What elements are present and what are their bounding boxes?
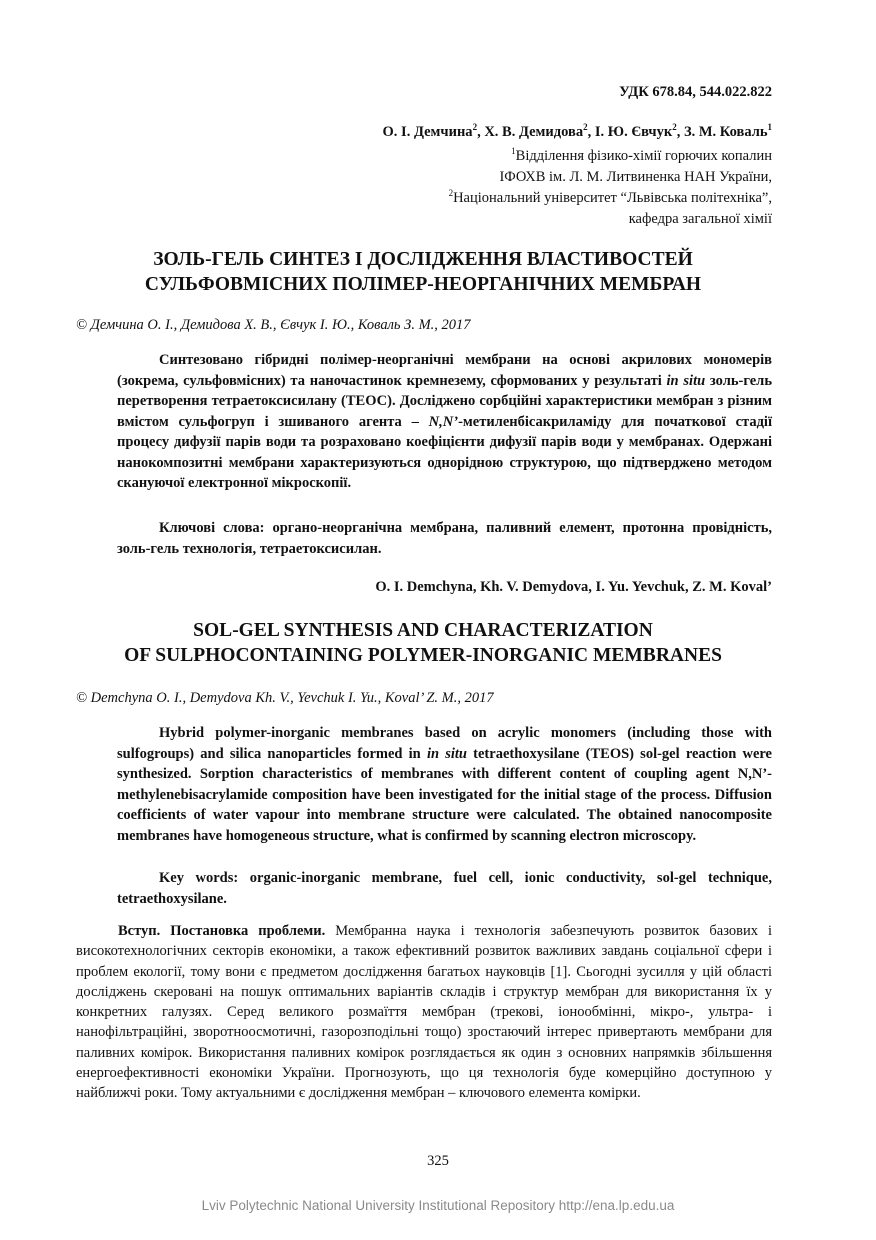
title-en-line-1: SOL-GEL SYNTHESIS AND CHARACTERIZATION (193, 620, 653, 641)
title-ua-line-2: СУЛЬФОВМІСНИХ ПОЛІМЕР-НЕОРГАНІЧНИХ МЕМБРАН (144, 274, 702, 295)
copyright-en: © Demchyna O. I., Demydova Kh. V., Yevchuk I. Yu., Koval’ Z. M., 2017 (76, 690, 494, 706)
affiliation-2-line-1: $^2$Національний університет “Львівська політехніка”, (448, 188, 772, 206)
udc-code: УДК 678.84, 544.022.822 (619, 84, 772, 100)
introduction-paragraph: Вступ. Постановка проблеми. Мембранна наука і технологія забезпечують розвиток базових і високотехнологічних секторів економіки, а також ефективний розвиток важливих завдань соціальної сфери і проблем екології, тому вони є предметом дослідження багатьох науковців [1]. Сьогодні зусилля у цій області досліджень скеровані на пошук оптимальних варіантів складів і структур мембран для використання їх у конкретних галузях. Серед великого розмаїття мембран (трекові, іонообмінні, мікро-, ультра- і нанофільтраційні, зворотноосмотичні, газорозподільні тощо) зростаючий інтерес привертають мембрани для паливних комірок. Використання паливних комірок розглядається як один з основних напрямків збільшення енергоефективності економіки України. Прогнозують, що ця технологія буде комерційно доступною у найближчі роки. Тому актуальними є дослідження мембран – ключового елемента комірки. (76, 923, 773, 1102)
intro-heading: Вступ. Постановка проблеми. (118, 923, 326, 939)
affiliation-mark: 1 (767, 122, 772, 133)
abstract-en: Hybrid polymer-inorganic membranes based on acrylic monomers (including those with sulfogroups) and silica nanoparticles formed in in situ tetraethoxysilane (TEOS) sol-gel reaction were synthesized. Sorption characteristics of membranes with different content of coupling agent N,N’-methylenebisacrylamide composition have been investigated for the initial stage of the process. Diffusion coefficients of water vapour into membrane structure were calculated. The obtained nanocomposite membranes have homogeneous structure, what is confirmed by scanning electron microscopy. (117, 725, 772, 844)
title-ua (80, 247, 766, 297)
affiliation-1-line-2: ІФОХВ ім. Л. М. Литвиненка НАН України, (499, 169, 772, 185)
title-en (80, 618, 766, 668)
authors-en: O. I. Demchyna, Kh. V. Demydova, I. Yu. Yevchuk, Z. M. Koval’ (375, 579, 772, 595)
affiliation-mark: 2 (672, 122, 677, 133)
page-number: 325 (427, 1153, 449, 1169)
authors-ua: О. І. Демчина$^2$, Х. В. Демидова$^2$, І. Ю. Євчук$^2$, З. М. Коваль$^1$ (382, 122, 772, 140)
abstract-ua: Синтезовано гібридні полімер-неорганічні мембрани на основі акрилових мономерів (зокрема, сульфовмісних) та наночастинок кремнезему, сформованих у результаті in situ золь-гель перетворення тетраетоксисилану (ТЕОС). Досліджено сорбційні характеристики мембран з різним вмістом сульфогруп і зшиваного агента – N,N’-метиленбісакриламіду для початкової стадії процесу дифузії парів води та розраховано коефіцієнти дифузії парів води у мембранах. Одержані нанокомпозитні мембрани характеризуються однорідною структурою, що підтверджено методом скануючої електронної мікроскопії. (117, 352, 772, 491)
author-name: І. Ю. Євчук (594, 124, 673, 140)
author-name: З. М. Коваль (683, 124, 768, 140)
keywords-label: Ключові слова: (159, 520, 265, 536)
affiliation-1-line-1: $^1$Відділення фізико-хімії горючих копалин (511, 146, 772, 164)
title-en-line-2: OF SULPHOCONTAINING POLYMER-INORGANIC MEMBRANES (124, 645, 722, 666)
keywords-label: Key words: (159, 870, 239, 886)
author-name: Х. В. Демидова (484, 124, 584, 140)
affiliation-mark: 2 (472, 122, 478, 133)
keywords-ua: Ключові слова: органо-неорганічна мембрана, паливний елемент, протонна провідність, золь-гель технологія, тетраетоксисилан. (117, 520, 772, 557)
copyright-ua: © Демчина О. І., Демидова Х. В., Євчук І. Ю., Коваль З. М., 2017 (76, 317, 471, 333)
author-name: О. І. Демчина (382, 124, 473, 140)
keywords-en: Key words: organic-inorganic membrane, fuel cell, ionic conductivity, sol-gel technique, tetraethoxysilane. (117, 870, 772, 907)
affiliation-mark: 1 (511, 146, 516, 157)
affiliations (449, 146, 772, 230)
repository-footer: Lviv Polytechnic National University Institutional Repository http://ena.lp.edu.ua (201, 1198, 675, 1213)
affiliation-mark: 2 (448, 188, 454, 199)
title-ua-line-1: ЗОЛЬ-ГЕЛЬ СИНТЕЗ І ДОСЛІДЖЕННЯ ВЛАСТИВОСТЕЙ (153, 249, 693, 270)
affiliation-mark: 2 (583, 122, 588, 133)
affiliation-2-line-2: кафедра загальної хімії (628, 211, 772, 227)
